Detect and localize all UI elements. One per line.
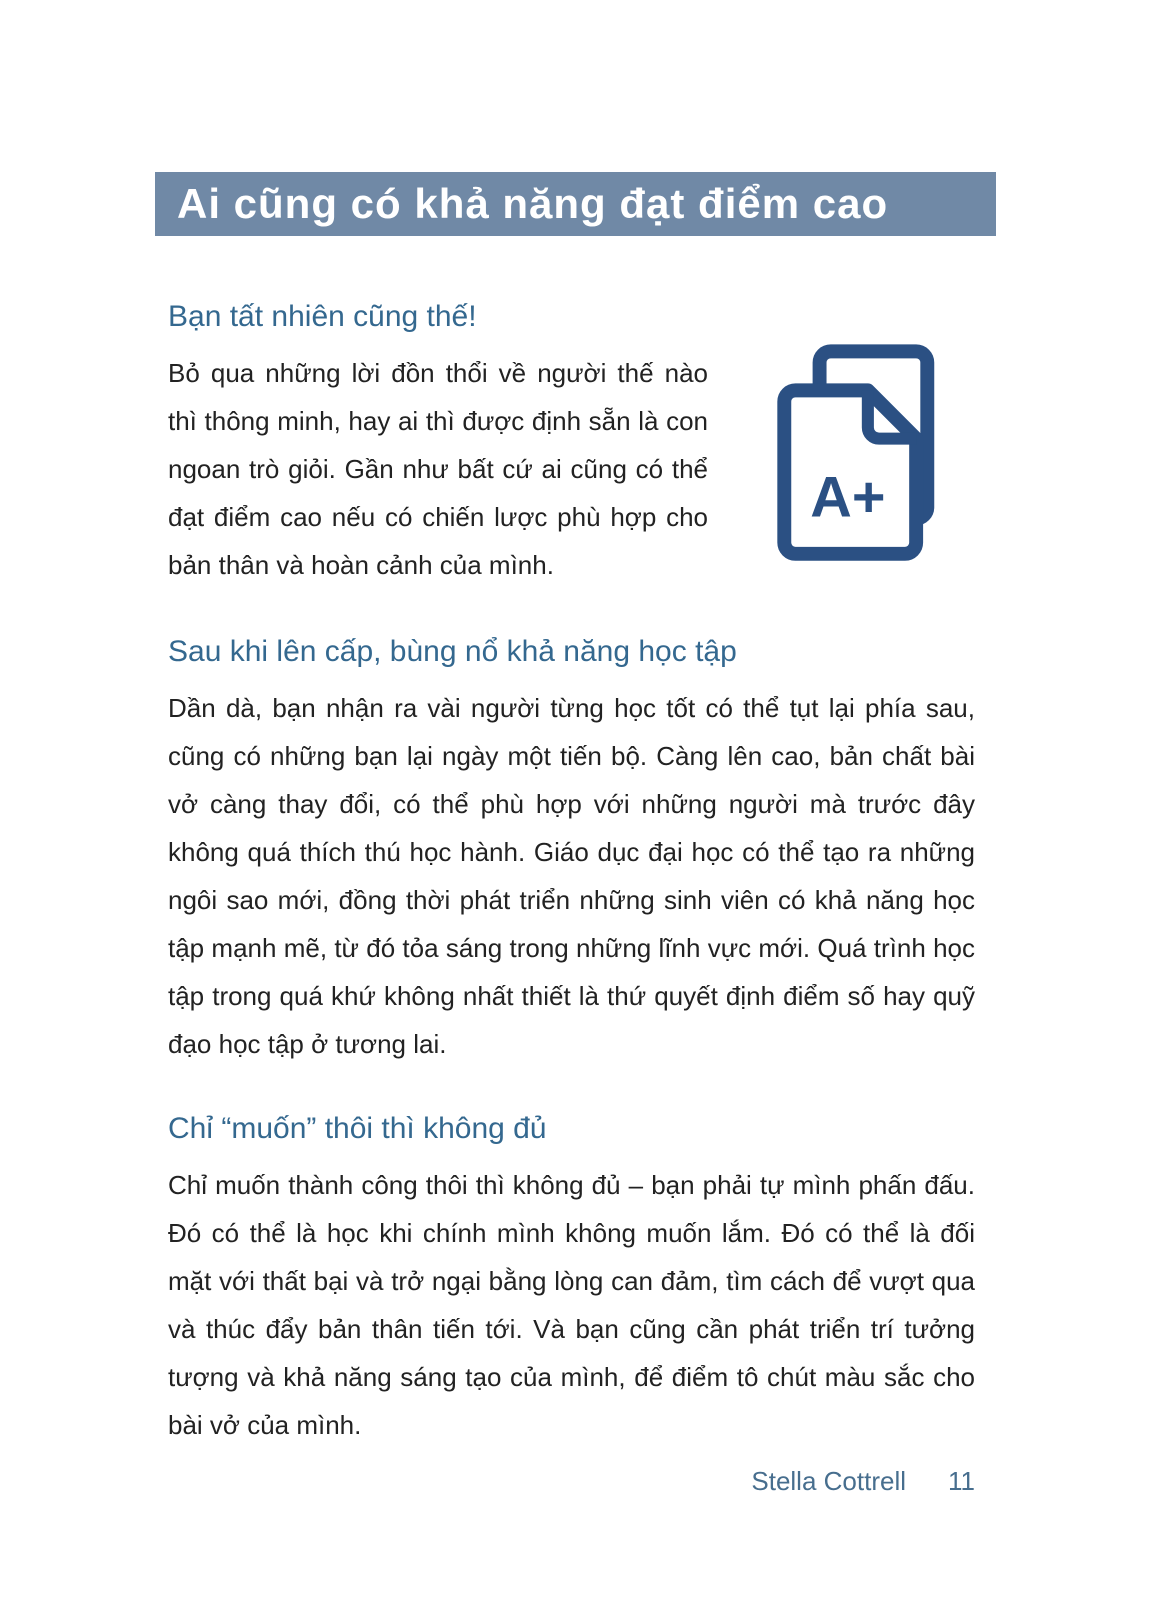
section-paragraph-1: Bỏ qua những lời đồn thổi về người thế nào thì thông minh, hay ai thì được định sẵn là con ngoan trò giỏi. Gần như bất cứ ai cũng có thể đạt điểm cao nếu có chiến lược phù hợp cho bản thân và hoàn cảnh của mình. (168, 358, 708, 580)
section-heading-2: Sau khi lên cấp, bùng nổ khả năng học tập (168, 635, 737, 668)
footer-author: Stella Cottrell (751, 1466, 906, 1496)
page-content (168, 298, 975, 1449)
footer-page-number: 11 (948, 1466, 975, 1496)
section-heading-1: Bạn tất nhiên cũng thế! (168, 300, 477, 333)
section-1-row (168, 335, 975, 589)
section-paragraph-3: Chỉ muốn thành công thôi thì không đủ – bạn phải tự mình phấn đấu. Đó có thể là học khi chính mình không muốn lắm. Đó có thể là đối mặt với thất bại và trở ngại bằng lòng can đảm, tìm cách để vượt qua và thúc đẩy bản thân tiến tới. Và bạn cũng cần phát triển trí tưởng tượng và khả năng sáng tạo của mình, để điểm tô chút màu sắc cho bài vở của mình. (168, 1170, 975, 1440)
section-heading-3: Chỉ “muốn” thôi thì không đủ (168, 1112, 547, 1145)
a-plus-label: A+ (810, 465, 886, 530)
a-plus-papers-icon-svg (762, 341, 957, 566)
chapter-title: Ai cũng có khả năng đạt điểm cao (177, 180, 889, 227)
a-plus-papers-icon (762, 341, 957, 571)
section-paragraph-2: Dần dà, bạn nhận ra vài người từng học tốt có thể tụt lại phía sau, cũng có những bạn lại ngày một tiến bộ. Càng lên cao, bản chất bài vở càng thay đổi, có thể phù hợp với những người mà trước đây không quá thích thú học hành. Giáo dục đại học có thể tạo ra những ngôi sao mới, đồng thời phát triển những sinh viên có khả năng học tập mạnh mẽ, từ đó tỏa sáng trong những lĩnh vực mới. Quá trình học tập trong quá khứ không nhất thiết là thứ quyết định điểm số hay quỹ đạo học tập ở tương lai. (168, 693, 975, 1059)
page-footer (751, 1466, 975, 1497)
chapter-title-banner (155, 172, 996, 236)
